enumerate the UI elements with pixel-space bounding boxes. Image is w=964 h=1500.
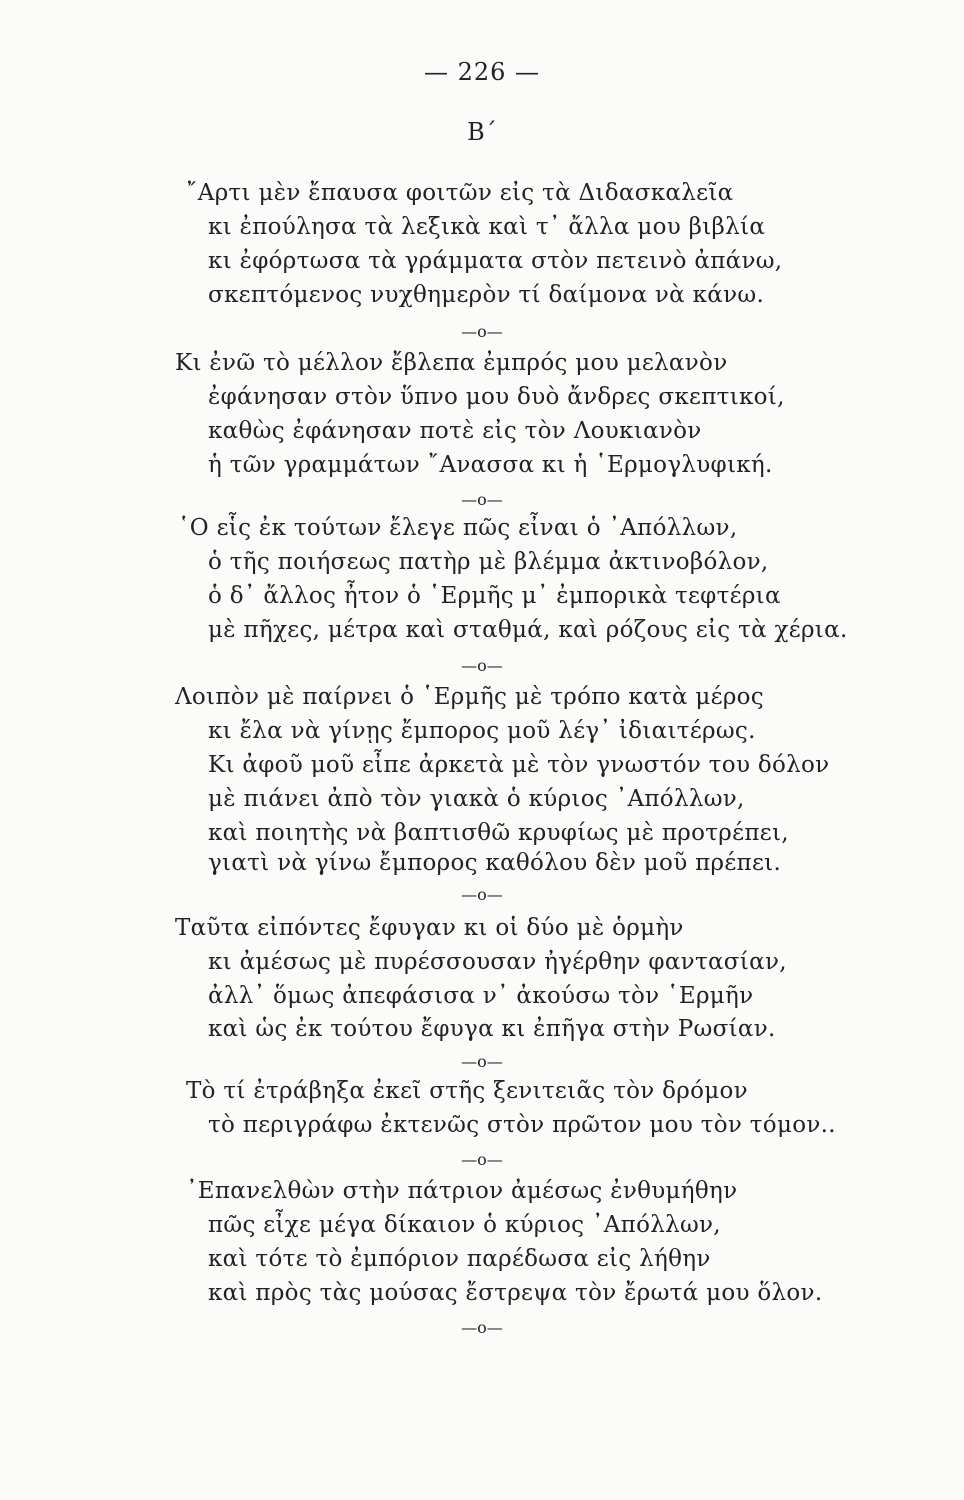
verse-line: τὸ περιγράφω ἐκτενῶς στὸν πρῶτον μου τὸν τόμον.. (208, 1112, 836, 1138)
verse-line: καὶ τότε τὸ ἐμπόριον παρέδωσα εἰς λήθην (208, 1246, 711, 1272)
stanza-separator: —o— (461, 490, 503, 509)
verse-line: καὶ ὡς ἐκ τούτου ἔφυγα κι ἐπῆγα στὴν Ρωσίαν. (208, 1016, 776, 1042)
stanza-separator: —o— (461, 322, 503, 341)
verse-line: Κι ἐνῶ τὸ μέλλον ἔβλεπα ἐμπρός μου μελανὸν (175, 350, 728, 376)
stanza-separator: —o— (461, 1318, 503, 1337)
verse-line: κι ἔλα νὰ γίνῃς ἔμπορος μοῦ λέγ᾿ ἰδιαιτέρως. (208, 718, 756, 744)
verse-line: Λοιπὸν μὲ παίρνει ὁ ῾Ερμῆς μὲ τρόπο κατὰ μέρος (175, 684, 764, 710)
section-title: B΄ (467, 118, 497, 146)
verse-line: Τὸ τί ἐτράβηξα ἐκεῖ στῆς ξενιτειᾶς τὸν δρόμον (186, 1078, 748, 1104)
verse-line: μὲ πιάνει ἀπὸ τὸν γιακὰ ὁ κύριος ᾿Απόλλων, (208, 786, 745, 812)
verse-line: ἐφάνησαν στὸν ὕπνο μου δυὸ ἄνδρες σκεπτικοί, (208, 384, 785, 410)
verse-line: γιατὶ νὰ γίνω ἔμπορος καθόλου δὲν μοῦ πρέπει. (208, 850, 782, 876)
verse-line: ᾿Επανελθὼν στὴν πάτριον ἀμέσως ἐνθυμήθην (186, 1178, 738, 1204)
verse-line: ῎Αρτι μὲν ἔπαυσα φοιτῶν εἰς τὰ Διδασκαλεῖα (186, 180, 734, 206)
verse-line: σκεπτόμενος νυχθημερὸν τί δαίμονα νὰ κάνω. (208, 282, 765, 308)
stanza-separator: —o— (461, 885, 503, 904)
stanza-separator: —o— (461, 1150, 503, 1169)
verse-line: καὶ πρὸς τὰς μούσας ἔστρεψα τὸν ἔρωτά μου ὅλον. (208, 1280, 823, 1306)
verse-line: καθὼς ἐφάνησαν ποτὲ εἰς τὸν Λουκιανὸν (208, 418, 702, 444)
stanza-separator: —o— (461, 1052, 503, 1071)
verse-line: Κι ἀφοῦ μοῦ εἶπε ἀρκετὰ μὲ τὸν γνωστόν του δόλον (208, 752, 830, 778)
verse-line: κι ἀμέσως μὲ πυρέσσουσαν ἠγέρθην φαντασίαν, (208, 949, 787, 975)
verse-line: κι ἐφόρτωσα τὰ γράμματα στὸν πετεινὸ ἀπάνω, (208, 248, 783, 274)
verse-line: ἀλλ᾿ ὅμως ἀπεφάσισα ν᾿ ἀκούσω τὸν ῾Ερμῆν (208, 983, 754, 1009)
verse-line: ὁ τῆς ποιήσεως πατὴρ μὲ βλέμμα ἀκτινοβόλον, (208, 549, 769, 575)
verse-line: ῾Ο εἷς ἐκ τούτων ἔλεγε πῶς εἶναι ὁ ᾿Απόλλων, (178, 515, 738, 541)
verse-line: κι ἐπούλησα τὰ λεξικὰ καὶ τ᾿ ἄλλα μου βιβλία (208, 214, 766, 240)
verse-line: καὶ ποιητὴς νὰ βαπτισθῶ κρυφίως μὲ προτρέπει, (208, 820, 789, 846)
verse-line: Ταῦτα εἰπόντες ἔφυγαν κι οἱ δύο μὲ ὁρμὴν (175, 915, 684, 941)
verse-line: ἡ τῶν γραμμάτων ῎Ανασσα κι ἡ ῾Ερμογλυφική. (208, 452, 773, 478)
stanza-separator: —o— (461, 656, 503, 675)
page-number: — 226 — (423, 58, 541, 86)
verse-line: μὲ πῆχες, μέτρα καὶ σταθμά, καὶ ρόζους εἰς τὰ χέρια. (208, 617, 848, 643)
verse-line: πῶς εἶχε μέγα δίκαιον ὁ κύριος ᾿Απόλλων, (208, 1212, 721, 1238)
verse-line: ὁ δ᾿ ἄλλος ἦτον ὁ ῾Ερμῆς μ᾿ ἐμπορικὰ τεφτέρια (208, 583, 781, 609)
